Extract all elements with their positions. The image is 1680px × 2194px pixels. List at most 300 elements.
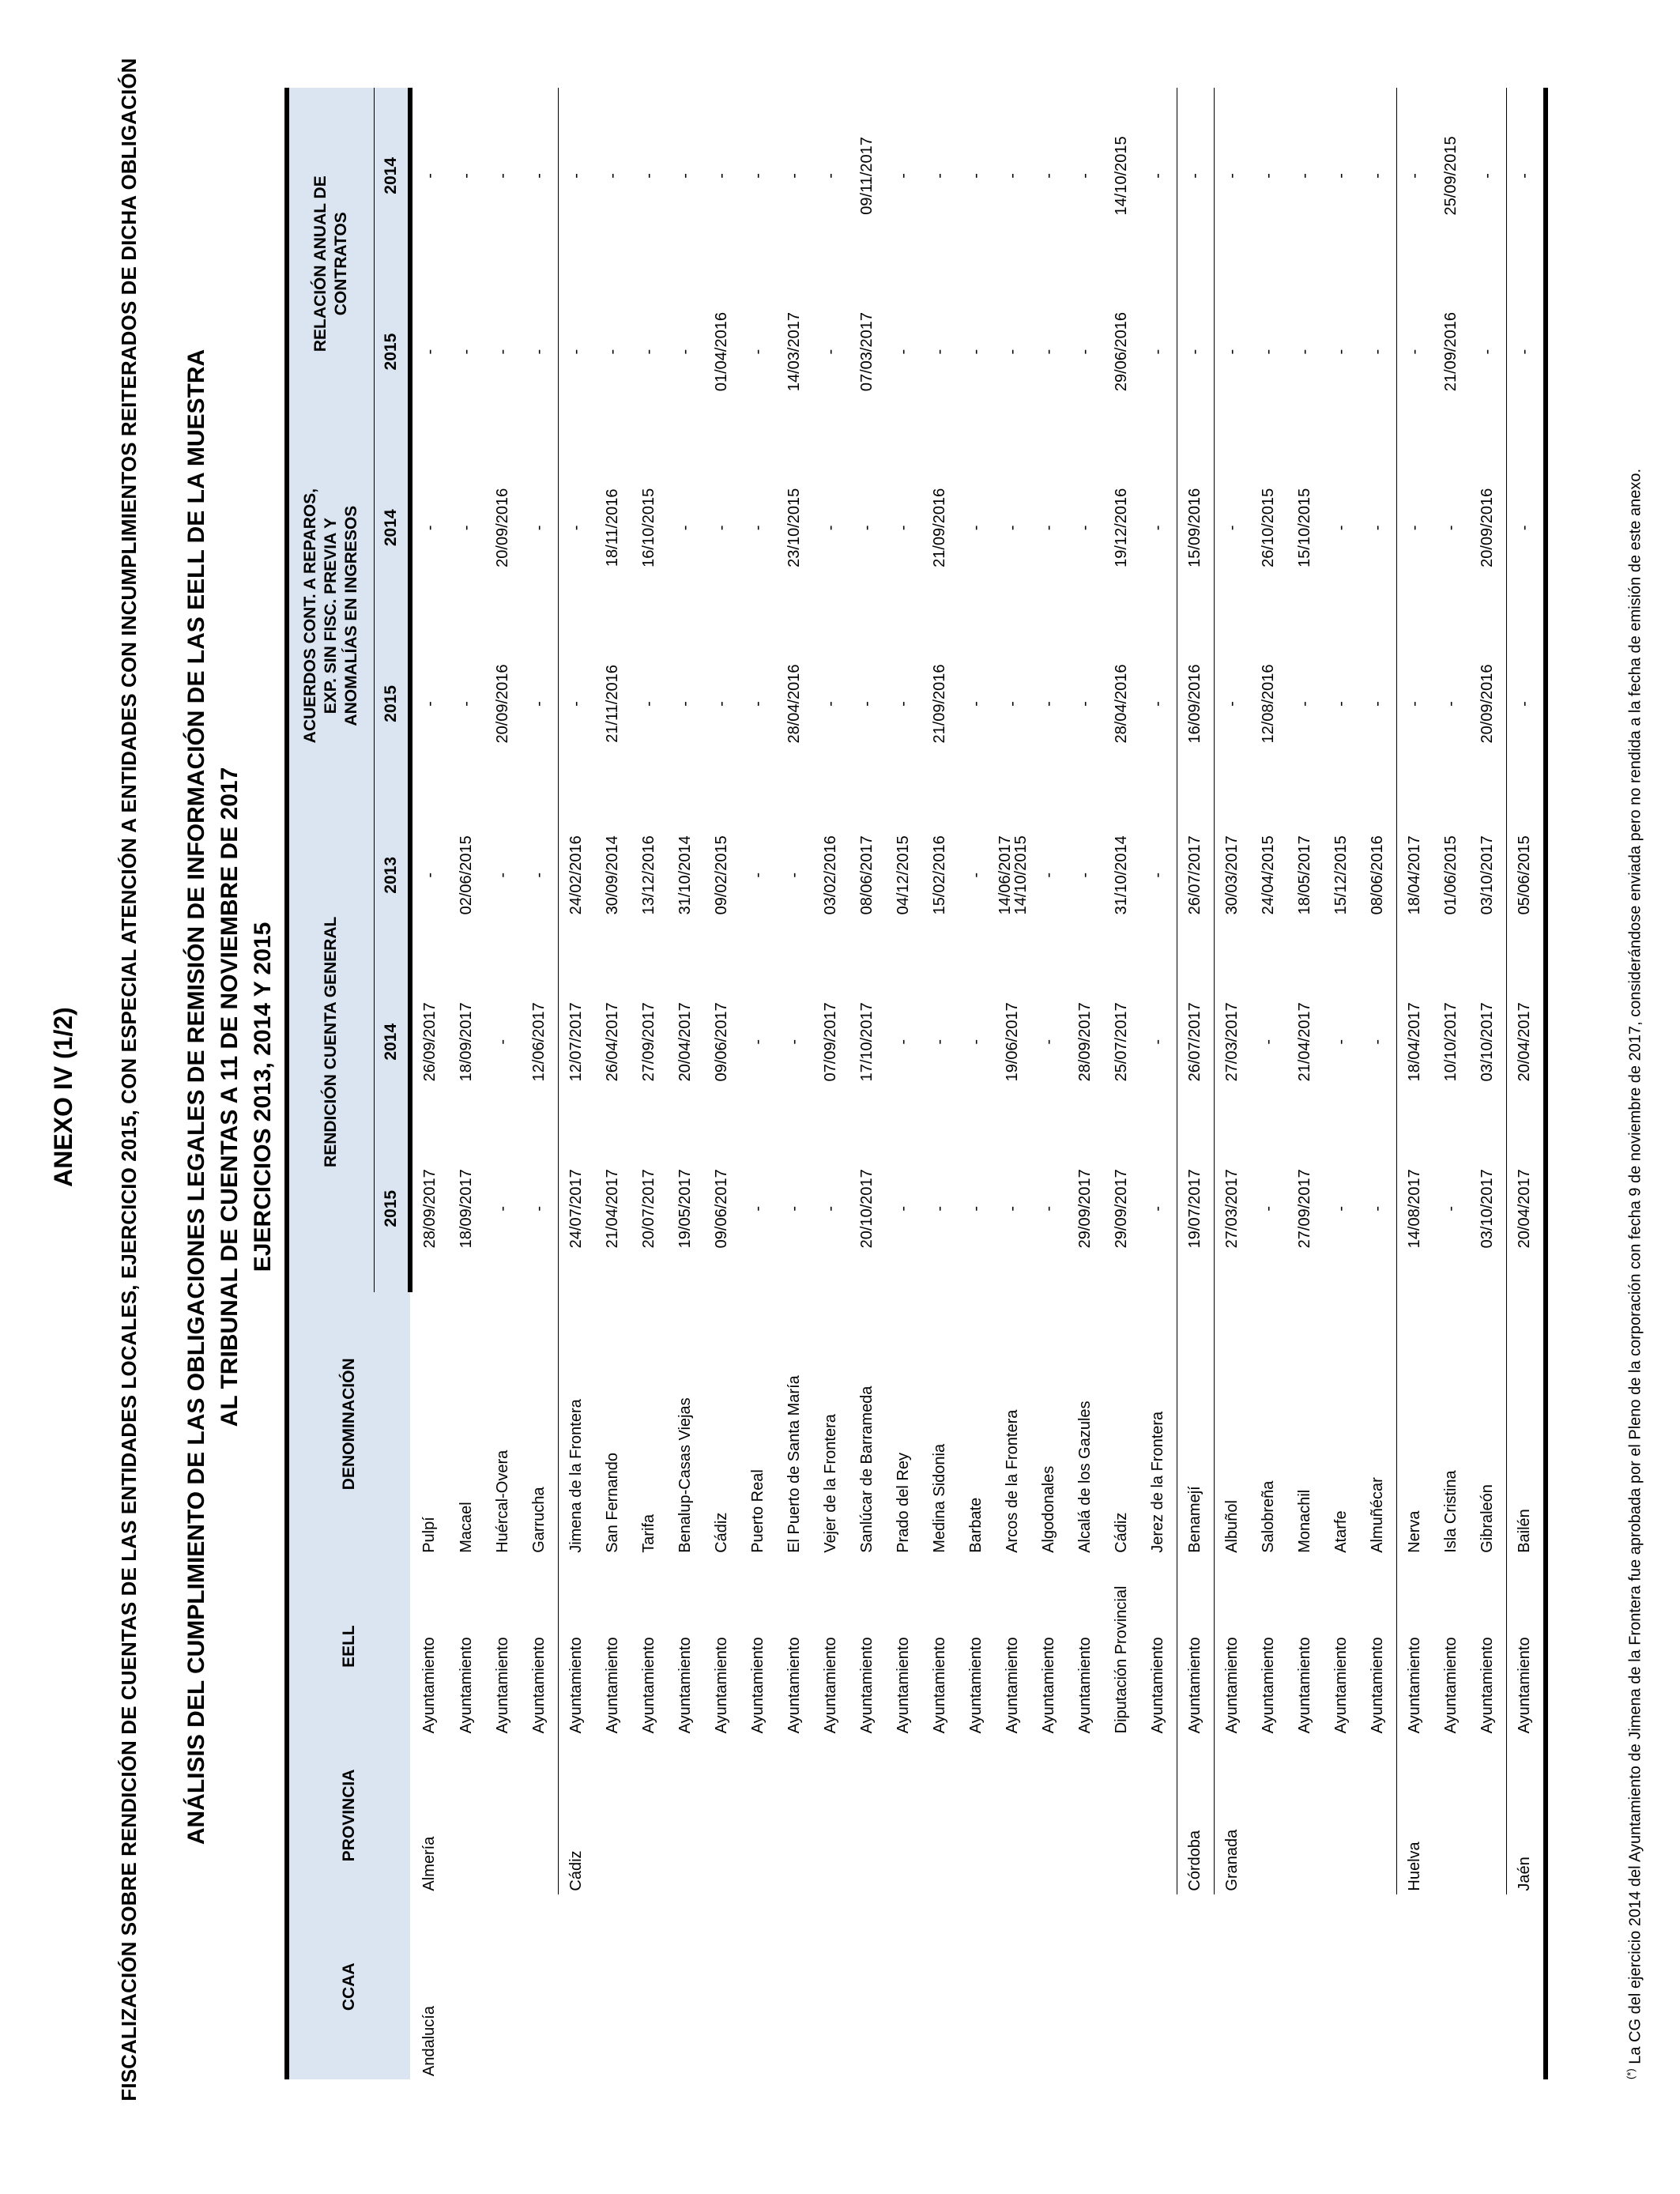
cell-rc-2014: - [558, 88, 595, 264]
header-cg-2013: 2013 [374, 792, 410, 959]
footnote-mark: (*) [1625, 2068, 1637, 2079]
cell-cg-2013: 04/12/2015 [895, 835, 912, 915]
cell-eell: Ayuntamiento [494, 1637, 511, 1734]
cell-ac-2014: - [1214, 439, 1251, 616]
cell-ac-2014: 16/10/2015 [640, 488, 657, 567]
cell-rc-2014: - [1214, 88, 1251, 264]
cell-eell: Ayuntamiento [458, 1637, 475, 1734]
cell-ccaa [995, 1894, 1031, 2079]
cell-rc-2015: - [1177, 264, 1214, 440]
header-group-cuenta-general: RENDICIÓN CUENTA GENERAL [287, 792, 374, 1292]
cell-ac-2015: - [530, 701, 548, 707]
cell-rc-2014: - [967, 173, 985, 179]
cell-ccaa [777, 1894, 813, 2079]
cell-ac-2015: - [858, 701, 876, 707]
cell-cg-2014: 26/07/2017 [1177, 959, 1214, 1125]
cell-ac-2014: - [895, 525, 912, 531]
annex-title: ANEXO IV (1/2) [49, 1007, 77, 1187]
cell-cg-2015: 27/09/2017 [1296, 1169, 1313, 1249]
cell-provincia: Almería [420, 1836, 438, 1891]
compliance-table [284, 88, 1548, 2079]
cell-denominacion: Monachil [1296, 1489, 1313, 1553]
cell-cg-2015: 27/03/2017 [1214, 1125, 1251, 1292]
cell-ac-2015: - [895, 701, 912, 707]
table-row [595, 88, 631, 2079]
cell-ccaa [668, 1894, 704, 2079]
table-row [668, 88, 704, 2079]
table-row [1324, 88, 1360, 2079]
cell-ccaa [959, 1894, 995, 2079]
cell-cg-2015: - [1149, 1205, 1166, 1212]
cell-rc-2015: 01/04/2016 [713, 312, 730, 392]
cell-ac-2015: 21/11/2016 [604, 665, 621, 743]
table-title-line-3: EJERCICIOS 2013, 2014 Y 2015 [250, 922, 276, 1272]
cell-rc-2015: - [530, 349, 548, 355]
cell-provincia: Huelva [1396, 1736, 1433, 1894]
cell-rc-2015: - [458, 349, 475, 355]
cell-provincia [449, 1736, 485, 1894]
cell-cg-2014: - [749, 1039, 767, 1045]
cell-rc-2015: - [1332, 349, 1350, 355]
cell-rc-2014: - [1332, 173, 1350, 179]
cell-ccaa [849, 1894, 886, 2079]
cell-provincia [1287, 1736, 1324, 1894]
cell-rc-2015: - [895, 349, 912, 355]
cell-provincia [1031, 1736, 1068, 1894]
cell-provincia [668, 1736, 704, 1894]
cell-ac-2014: - [1076, 525, 1094, 531]
cell-ac-2014: - [822, 525, 839, 531]
header-eell: EELL [287, 1556, 410, 1737]
cell-rc-2015: 07/03/2017 [858, 312, 876, 392]
cell-ac-2014: - [1369, 525, 1386, 531]
cell-cg-2013: 31/10/2014 [1113, 835, 1130, 915]
cell-ac-2014: - [749, 525, 767, 531]
cell-ac-2014: - [421, 525, 439, 531]
cell-eell: Ayuntamiento [1442, 1637, 1460, 1734]
cell-eell: Ayuntamiento [1260, 1637, 1277, 1734]
cell-denominacion: Tarifa [640, 1514, 657, 1553]
table-row [522, 88, 559, 2079]
header-provincia: PROVINCIA [287, 1736, 410, 1894]
cell-ac-2014: - [558, 439, 595, 616]
table-row [485, 88, 522, 2079]
cell-cg-2015: - [494, 1205, 511, 1212]
cell-provincia [813, 1736, 849, 1894]
header-acuerdos-line-2: EXP. SIN FISC. PREVIA Y [322, 518, 341, 714]
cell-ac-2014: - [1442, 525, 1460, 531]
cell-denominacion: Benalup-Casas Viejas [676, 1397, 694, 1553]
cell-ac-2015: - [1214, 616, 1251, 792]
cell-denominacion: Nerva [1396, 1292, 1433, 1556]
cell-ccaa [1177, 1894, 1214, 2079]
cell-eell: Ayuntamiento [604, 1637, 621, 1734]
cell-ac-2014: 20/09/2016 [494, 488, 511, 567]
cell-ccaa [1506, 1894, 1546, 2079]
cell-cg-2015: - [1442, 1205, 1460, 1212]
cell-rc-2015: - [1506, 264, 1546, 440]
cell-ac-2015: - [421, 701, 439, 707]
cell-cg-2014: 07/09/2017 [822, 1002, 839, 1082]
cell-denominacion: Puerto Real [749, 1469, 767, 1553]
cell-cg-2013: - [749, 873, 767, 878]
cell-cg-2014: 27/03/2017 [1214, 959, 1251, 1125]
cell-ac-2014: - [1396, 439, 1433, 616]
cell-ccaa [1068, 1894, 1104, 2079]
cell-rc-2014: - [494, 173, 511, 179]
cell-ac-2014: 21/09/2016 [931, 488, 948, 567]
cell-cg-2015: 14/08/2017 [1396, 1125, 1433, 1292]
cell-eell: Ayuntamiento [640, 1637, 657, 1734]
cell-eell: Ayuntamiento [1040, 1637, 1057, 1734]
cell-ac-2015: - [640, 701, 657, 707]
cell-denominacion: Salobreña [1260, 1480, 1277, 1553]
cell-cg-2015: 19/07/2017 [1177, 1125, 1214, 1292]
cell-ac-2015: - [676, 701, 694, 707]
header-acuerdos-line-3: ANOMALÍAS EN INGRESOS [342, 505, 361, 726]
cell-ccaa [1104, 1894, 1140, 2079]
cell-cg-2014: 18/04/2017 [1396, 959, 1433, 1125]
cell-eell: Ayuntamiento [420, 1637, 438, 1734]
cell-cg-2013: 03/10/2017 [1478, 835, 1496, 915]
table-row [1214, 88, 1251, 2079]
cell-cg-2015: - [1369, 1205, 1386, 1212]
cell-ac-2014: 15/10/2015 [1296, 488, 1313, 567]
table-row [1251, 88, 1287, 2079]
table-row [1177, 88, 1214, 2079]
header-cg-2015: 2015 [374, 1125, 410, 1292]
cell-rc-2014: - [749, 173, 767, 179]
cell-cg-2015: 19/05/2017 [676, 1169, 694, 1249]
cell-cg-2013: 31/10/2014 [676, 835, 694, 915]
cell-cg-2015: 20/07/2017 [640, 1169, 657, 1249]
cell-cg-2013: - [494, 873, 511, 878]
header-rc-2014: 2014 [374, 88, 410, 264]
cell-cg-2014: 19/06/2017 [1004, 1002, 1021, 1082]
cell-cg-2013: 09/02/2015 [713, 835, 730, 915]
running-header: FISCALIZACIÓN SOBRE RENDICIÓN DE CUENTAS DE LAS ENTIDADES LOCALES, EJERCICIO 2015, CON ESPECIAL ATENCIÓN A ENTIDADES CON INCUMPLIMIENTOS REITERADOS DE DICHA OBLIGACIÓN [117, 58, 141, 2102]
cell-rc-2014: - [1369, 173, 1386, 179]
cell-ac-2015: - [1004, 701, 1021, 707]
cell-provincia [1360, 1736, 1397, 1894]
cell-cg-2013: 05/06/2015 [1506, 792, 1546, 959]
cell-rc-2014: 14/10/2015 [1113, 136, 1130, 216]
cell-ac-2015: 20/09/2016 [494, 664, 511, 744]
cell-denominacion: Jimena de la Frontera [558, 1292, 595, 1556]
cell-cg-2014: - [1149, 1039, 1166, 1045]
cell-provincia [922, 1736, 959, 1894]
table-row [1104, 88, 1140, 2079]
cell-eell: Ayuntamiento [1214, 1556, 1251, 1737]
header-group-contratos [287, 88, 374, 439]
cell-ac-2014: 15/09/2016 [1177, 439, 1214, 616]
cell-cg-2014: - [895, 1039, 912, 1045]
cell-denominacion: Atarfe [1332, 1510, 1350, 1553]
cell-provincia [522, 1736, 559, 1894]
cell-ac-2015: - [1442, 701, 1460, 707]
cell-ac-2014: - [1332, 525, 1350, 531]
cell-ac-2014: - [530, 525, 548, 531]
cell-denominacion: Prado del Rey [895, 1453, 912, 1553]
cell-ccaa [522, 1894, 559, 2079]
cell-ac-2015: - [558, 616, 595, 792]
cell-ccaa [1396, 1894, 1433, 2079]
cell-eell: Ayuntamiento [1149, 1637, 1166, 1734]
cell-rc-2014: - [640, 173, 657, 179]
cell-rc-2014: - [895, 173, 912, 179]
cell-ccaa [704, 1894, 740, 2079]
header-cg-2014: 2014 [374, 959, 410, 1125]
cell-rc-2015: - [931, 349, 948, 355]
cell-rc-2015: - [640, 349, 657, 355]
cell-cg-2013: 18/05/2017 [1296, 835, 1313, 915]
cell-cg-2014: 20/04/2017 [676, 1002, 694, 1082]
cell-rc-2015: - [1004, 349, 1021, 355]
cell-ccaa [813, 1894, 849, 2079]
cell-ac-2014: - [1040, 525, 1057, 531]
cell-ac-2015: - [1396, 616, 1433, 792]
footnote-text: La CG del ejercicio 2014 del Ayuntamiento de Jimena de la Frontera fue aprobada por el Pleno de la corporación con fecha 9 de noviembre de 2017, considerándose enviada pero no rendida a la fecha de emisión de este anexo. [1626, 468, 1644, 2069]
cell-ccaa [1360, 1894, 1397, 2079]
cell-provincia [1251, 1736, 1287, 1894]
cell-rc-2014: 25/09/2015 [1442, 136, 1460, 216]
cell-eell: Ayuntamiento [858, 1637, 876, 1734]
cell-denominacion: Medina Sidonia [931, 1443, 948, 1553]
cell-provincia [595, 1736, 631, 1894]
cell-cg-2014: - [1369, 1039, 1386, 1045]
cell-eell: Ayuntamiento [1396, 1556, 1433, 1737]
cell-cg-2015: 03/10/2017 [1478, 1169, 1496, 1249]
cell-rc-2014: - [785, 173, 803, 179]
cell-cg-2013: - [421, 873, 439, 878]
cell-ac-2015: - [749, 701, 767, 707]
cell-rc-2015: - [1396, 264, 1433, 440]
cell-cg-2015: - [1260, 1205, 1277, 1212]
header-denominacion: DENOMINACIÓN [287, 1292, 410, 1556]
cell-denominacion: San Fernando [604, 1453, 621, 1553]
cell-cg-2015: 21/04/2017 [604, 1169, 621, 1249]
cell-rc-2015: - [604, 349, 621, 355]
cell-rc-2015: - [1076, 349, 1094, 355]
table-row [886, 88, 922, 2079]
cell-denominacion: Vejer de la Frontera [822, 1414, 839, 1553]
cell-ac-2014: - [967, 525, 985, 531]
table-row [1031, 88, 1068, 2079]
cell-rc-2014: - [713, 173, 730, 179]
cell-ac-2015: - [1040, 701, 1057, 707]
cell-rc-2015: - [1260, 349, 1277, 355]
cell-cg-2015: - [822, 1205, 839, 1212]
cell-ac-2015: - [458, 701, 475, 707]
cell-cg-2015: 09/06/2017 [713, 1169, 730, 1249]
cell-ccaa [485, 1894, 522, 2079]
cell-cg-2013: 18/04/2017 [1396, 792, 1433, 959]
cell-cg-2015: - [1004, 1205, 1021, 1212]
cell-cg-2015: - [530, 1205, 548, 1212]
cell-ac-2014: - [1149, 525, 1166, 531]
cell-rc-2014: - [604, 173, 621, 179]
table-row [704, 88, 740, 2079]
cell-cg-2014: - [1040, 1039, 1057, 1045]
cell-cg-2014: - [785, 1039, 803, 1045]
cell-eell: Ayuntamiento [931, 1637, 948, 1734]
table-row [1287, 88, 1324, 2079]
cell-ac-2014: - [676, 525, 694, 531]
cell-cg-2013: 30/09/2014 [604, 835, 621, 915]
cell-provincia: Cádiz [558, 1736, 595, 1894]
cell-rc-2015: - [1149, 349, 1166, 355]
header-ac-2014: 2014 [374, 439, 410, 616]
cell-cg-2014: - [1332, 1039, 1350, 1045]
cell-rc-2015: - [558, 264, 595, 440]
cell-denominacion: Cádiz [1113, 1512, 1130, 1553]
cell-ac-2015: - [967, 701, 985, 707]
cell-ac-2015: 21/09/2016 [931, 664, 948, 744]
cell-provincia [886, 1736, 922, 1894]
cell-rc-2015: - [967, 349, 985, 355]
footnote [1622, 88, 1645, 2079]
cell-cg-2013: 01/06/2015 [1442, 835, 1460, 915]
cell-provincia: Granada [1214, 1736, 1251, 1894]
cell-eell: Ayuntamiento [1478, 1637, 1496, 1734]
cell-eell: Ayuntamiento [1332, 1637, 1350, 1734]
table-row [1140, 88, 1177, 2079]
cell-eell: Ayuntamiento [558, 1556, 595, 1737]
cell-ac-2015: 28/04/2016 [1113, 664, 1130, 744]
cell-cg-2013: 08/06/2017 [858, 835, 876, 915]
cell-cg-2015: 18/09/2017 [458, 1169, 475, 1249]
cell-cg-2014: 27/09/2017 [640, 1002, 657, 1082]
cell-cg-2014: 12/07/2017 [558, 959, 595, 1125]
cell-ccaa [595, 1894, 631, 2079]
cell-cg-2015: - [967, 1205, 985, 1212]
table-title-line-1: ANÁLISIS DEL CUMPLIMIENTO DE LAS OBLIGACIONES LEGALES DE REMISIÓN DE INFORMACIÓN DE LAS EELL DE LA MUESTRA [183, 349, 209, 1845]
cell-denominacion: El Puerto de Santa María [785, 1375, 803, 1553]
cell-ccaa [1433, 1894, 1470, 2079]
cell-ac-2014: - [458, 525, 475, 531]
cell-denominacion: Garrucha [530, 1487, 548, 1553]
cell-provincia [740, 1736, 777, 1894]
cell-cg-2013: 13/12/2016 [640, 835, 657, 915]
cell-eell: Ayuntamiento [967, 1637, 985, 1734]
cell-ac-2015: 12/08/2016 [1260, 664, 1277, 744]
cell-eell: Ayuntamiento [1296, 1637, 1313, 1734]
cell-provincia [1068, 1736, 1104, 1894]
table-row [410, 88, 449, 2079]
cell-cg-2013: 02/06/2015 [458, 835, 475, 915]
cell-ccaa [449, 1894, 485, 2079]
cell-cg-2014: - [967, 1039, 985, 1045]
cell-ac-2014: - [713, 525, 730, 531]
table-body [410, 88, 1546, 2079]
cell-cg-2014: 03/10/2017 [1478, 1002, 1496, 1082]
cell-provincia [959, 1736, 995, 1894]
cell-cg-2014: 12/06/2017 [530, 1002, 548, 1082]
cell-denominacion: Sanlúcar de Barrameda [858, 1385, 876, 1553]
cell-cg-2015: - [785, 1205, 803, 1212]
cell-eell: Ayuntamiento [1076, 1637, 1094, 1734]
cell-ccaa [740, 1894, 777, 2079]
cell-eell: Ayuntamiento [749, 1637, 767, 1734]
table-row [1068, 88, 1104, 2079]
cell-ccaa [558, 1894, 595, 2079]
header-acuerdos-line-1: ACUERDOS CONT. A REPAROS, [301, 488, 320, 744]
cell-rc-2014: - [458, 173, 475, 179]
cell-denominacion: Huércal-Overa [494, 1449, 511, 1553]
cell-ccaa [1324, 1894, 1360, 2079]
cell-cg-2015: - [895, 1205, 912, 1212]
cell-ac-2015: - [1296, 701, 1313, 707]
table-row [849, 88, 886, 2079]
cell-cg-2013: - [1149, 873, 1166, 878]
cell-denominacion: Albuñol [1214, 1292, 1251, 1556]
cell-denominacion: Benamejí [1177, 1292, 1214, 1556]
cell-provincia [631, 1736, 668, 1894]
cell-ac-2014: - [1506, 439, 1546, 616]
cell-ac-2015: - [1332, 701, 1350, 707]
cell-cg-2013: 26/07/2017 [1177, 792, 1214, 959]
cell-rc-2014: - [1260, 173, 1277, 179]
cell-cg-2015: - [1332, 1205, 1350, 1212]
cell-ac-2014: 19/12/2016 [1113, 488, 1130, 567]
cell-provincia: Jaén [1506, 1736, 1546, 1894]
cell-ac-2015: 16/09/2016 [1177, 616, 1214, 792]
cell-eell: Ayuntamiento [1177, 1556, 1214, 1737]
header-rc-2015: 2015 [374, 264, 410, 440]
cell-rc-2014: - [1296, 173, 1313, 179]
cell-ac-2015: - [1149, 701, 1166, 707]
cell-eell: Ayuntamiento [1369, 1637, 1386, 1734]
cell-ccaa [886, 1894, 922, 2079]
cell-cg-2015: 20/04/2017 [1506, 1125, 1546, 1292]
cell-rc-2015: - [421, 349, 439, 355]
cell-ac-2015: 20/09/2016 [1478, 664, 1496, 744]
table-title-line-2: AL TRIBUNAL DE CUENTAS A 11 DE NOVIEMBRE DE 2017 [217, 767, 243, 1427]
table-row [922, 88, 959, 2079]
cell-ccaa [1287, 1894, 1324, 2079]
cell-rc-2015: - [1040, 349, 1057, 355]
cell-denominacion: Algodonales [1040, 1465, 1057, 1553]
cell-ac-2015: - [1076, 701, 1094, 707]
cell-eell: Ayuntamiento [895, 1637, 912, 1734]
cell-rc-2014: - [1004, 173, 1021, 179]
cell-rc-2015: - [822, 349, 839, 355]
cell-rc-2014: - [676, 173, 694, 179]
cell-cg-2015: - [931, 1205, 948, 1212]
cell-ac-2014: 20/09/2016 [1478, 488, 1496, 567]
cell-rc-2014: - [1396, 88, 1433, 264]
cell-rc-2015: - [1214, 264, 1251, 440]
cell-cg-2015: 29/09/2017 [1113, 1169, 1130, 1249]
cell-cg-2013: - [1076, 873, 1094, 878]
cell-eell: Ayuntamiento [713, 1637, 730, 1734]
cell-cg-2013: 03/02/2016 [822, 835, 839, 915]
cell-cg-2013: - [785, 873, 803, 878]
cell-ccaa [1214, 1894, 1251, 2079]
cell-ccaa [1031, 1894, 1068, 2079]
header-ac-2015: 2015 [374, 616, 410, 792]
table-row [1360, 88, 1397, 2079]
cell-ac-2014: 26/10/2015 [1260, 488, 1277, 567]
cell-provincia [1104, 1736, 1140, 1894]
cell-cg-2013: 30/03/2017 [1214, 792, 1251, 959]
cell-ccaa: Andalucía [420, 2006, 438, 2076]
cell-eell: Ayuntamiento [530, 1637, 548, 1734]
cell-cg-2014: 25/07/2017 [1113, 1002, 1130, 1082]
cell-cg-2013: 15/02/2016 [931, 835, 948, 915]
cell-rc-2015: 14/03/2017 [785, 312, 803, 392]
cell-cg-2015: - [749, 1205, 767, 1212]
